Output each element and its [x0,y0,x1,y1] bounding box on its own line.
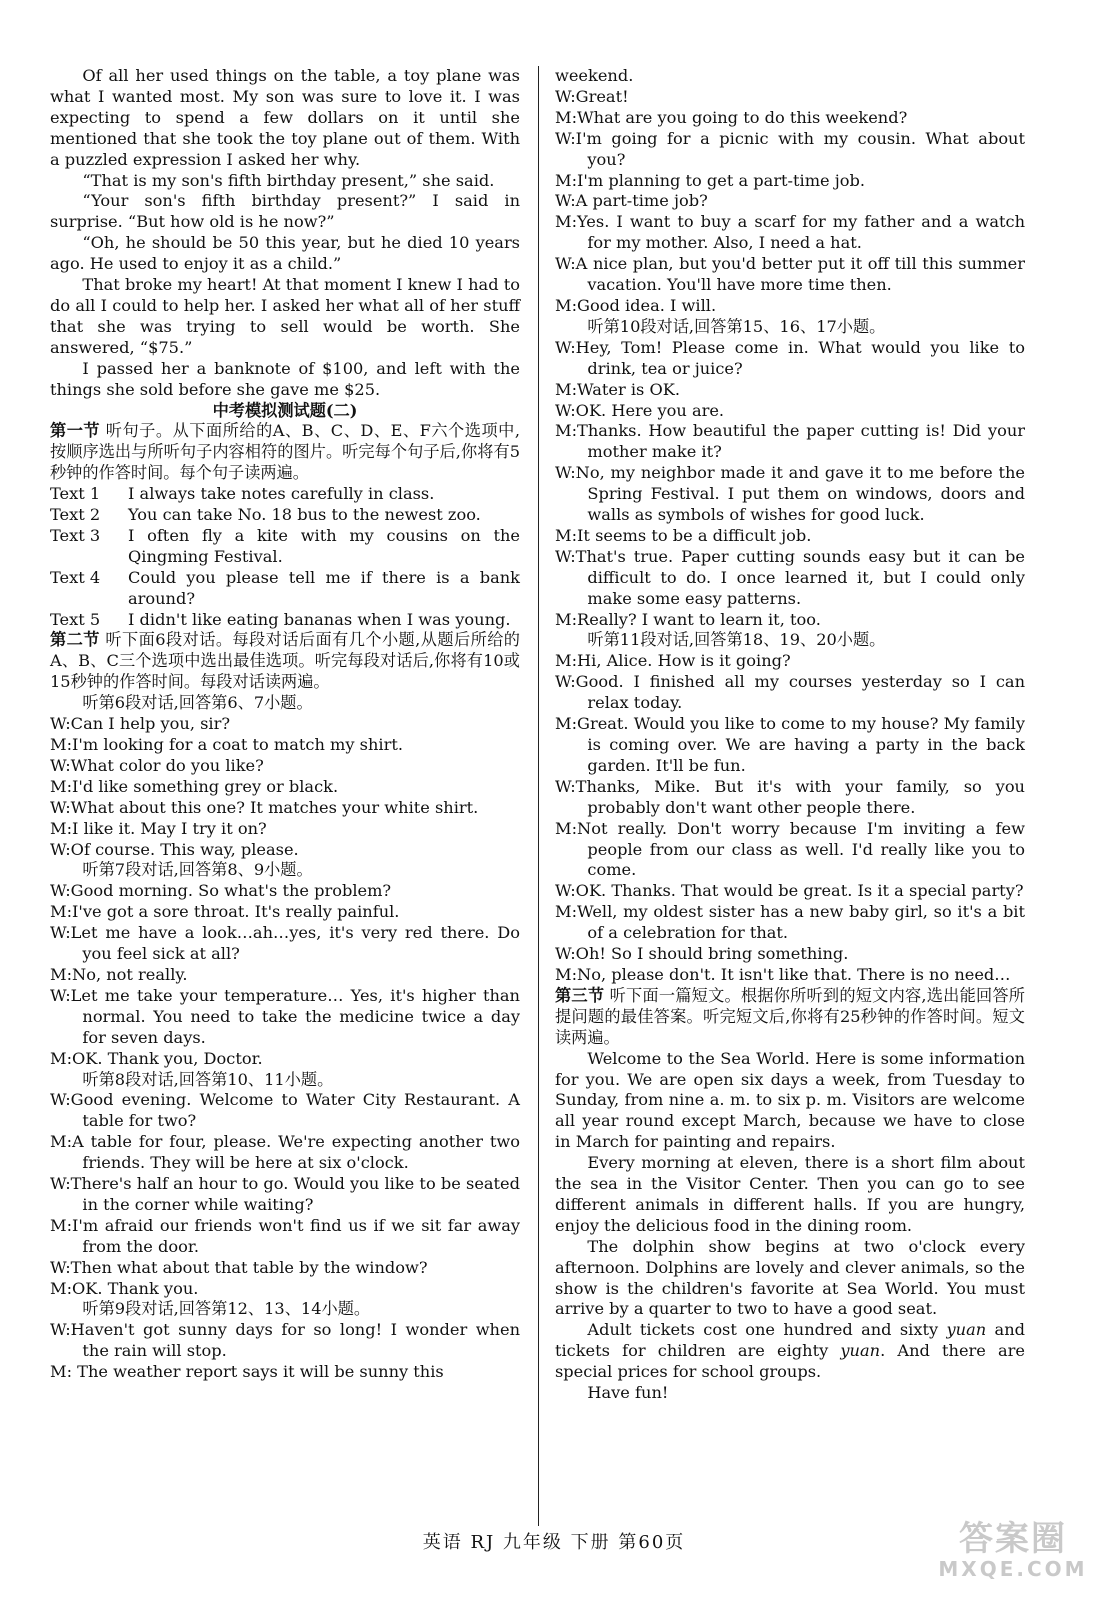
dialogue-line: W:OK. Here you are. [555,400,725,420]
dialogue-line: W:Then what about that table by the window? [50,1257,428,1277]
paragraph-fragment: yuan [840,1341,881,1361]
column-divider [538,66,539,1526]
dialogue-line: W:A nice plan, but you'd better put it off till this summer vacation. You'll have more time then. [555,254,1025,295]
dialogue-line: M:Yes. I want to buy a scarf for my father and a watch for my mother. Also, I need a hat. [555,212,1025,253]
dialogue-heading: 听第7段对话,回答第8、9小题。 [82,860,313,880]
paragraph: “That is my son's fifth birthday present,” she said. [82,170,495,190]
paragraph: Of all her used things on the table, a toy plane was what I wanted most. My son was sure to love it. I was expecting to spend a few dollars on it until she mentioned that she took the toy plane out of them. With a puzzled expression I asked her why. [50,66,520,169]
page-footer: 英语 RJ 九年级 下册 第60页 [422,1532,686,1553]
dialogue-heading: 听第11段对话,回答第18、19、20小题。 [587,630,886,650]
dialogue-line: W:No, my neighbor made it and gave it to me before the Spring Festival. I put them on windows, doors and walls as symbols of wishes for good luck. [555,463,1025,525]
dialogue-line: W:Of course. This way, please. [50,839,299,859]
text-number: Text 2 [50,505,101,525]
dialogue-line: W:What about this one? It matches your white shirt. [50,797,479,817]
dialogue-line: M:I like it. May I try it on? [50,818,267,838]
dialogue-line: M:No, please don't. It isn't like that. There is no need… [555,964,1011,984]
text-sentence: I always take notes carefully in class. [128,484,435,504]
text-number: Text 3 [50,525,101,545]
paragraph: “Oh, he should be 50 this year, but he died 10 years ago. He used to enjoy it as a child.” [50,233,520,274]
watermark-logo [938,1520,1088,1586]
text-sentence: I often fly a kite with my cousins on the Qingming Festival. [128,525,520,566]
dialogue-line: W:Hey, Tom! Please come in. What would you like to drink, tea or juice? [555,337,1025,378]
paragraph: Every morning at eleven, there is a short film about the sea in the Visitor Center. Then you can go to see different animals in different halls. If you are hungry, enjoy the delicious food in the dining room. [555,1153,1025,1235]
dialogue-line: W:A part-time job? [555,191,708,211]
text-number: Text 5 [50,609,101,629]
dialogue-line: M:I'd like something grey or black. [50,776,339,796]
dialogue-heading: 听第8段对话,回答第10、11小题。 [82,1069,334,1089]
text-sentence: I didn't like eating bananas when I was young. [128,609,511,629]
dialogue-line: M:Really? I want to learn it, too. [555,609,821,629]
paragraph-fragment: Adult tickets cost one hundred and sixty [587,1320,947,1340]
section-instruction [555,986,1025,1049]
dialogue-line: W:Let me take your temperature… Yes, it's higher than normal. You need to take the medicine twice a day for seven days. [50,985,520,1047]
dialogue-line: M:No, not really. [50,964,188,984]
section-instruction [50,421,520,484]
dialogue-line: M:OK. Thank you. [50,1278,199,1298]
dialogue-line: M:Well, my oldest sister has a new baby girl, so it's a bit of a celebration for that. [555,902,1025,943]
watermark-line1: 答案圈 [959,1519,1067,1559]
paragraph: “Your son's fifth birthday present?” I said in surprise. “But how old is he now?” [50,191,520,232]
dialogue-line: M:Hi, Alice. How is it going? [555,651,791,671]
paragraph: I passed her a banknote of $100, and left with the things she sold before she gave me $25. [50,358,520,399]
dialogue-line: W:What color do you like? [50,755,264,775]
dialogue-line: M:What are you going to do this weekend? [555,107,908,127]
dialogue-line: M:It seems to be a difficult job. [555,525,812,545]
section-text: 听下面6段对话。每段对话后面有几个小题,从题后所给的A、B、C三个选项中选出最佳选项。听完每段对话后,你将有10或15秒钟的作答时间。每段对话读两遍。 [50,630,520,692]
listening-text-item [50,568,520,610]
section-text: 听下面一篇短文。根据你所听到的短文内容,选出能回答所提问题的最佳答案。听完短文后,你将有25秒钟的作答时间。短文读两遍。 [555,985,1025,1047]
test-title: 中考模拟测试题(二) [212,400,358,420]
dialogue-line: M:I'm looking for a coat to match my shirt. [50,735,403,754]
dialogue-line: W:Haven't got sunny days for so long! I wonder when the rain will stop. [50,1320,520,1361]
right-column [555,66,1025,1404]
listening-text-item [50,526,520,568]
text-sentence: You can take No. 18 bus to the newest zoo. [128,505,481,525]
dialogue-line: W:That's true. Paper cutting sounds easy but it can be difficult to do. I once learned it, but I could only make some easy patterns. [555,546,1025,608]
listening-text-item [50,484,520,505]
text-sentence: Could you please tell me if there is a bank around? [128,567,520,608]
dialogue-heading: 听第10段对话,回答第15、16、17小题。 [587,316,886,336]
dialogue-line: W:Can I help you, sir? [50,714,231,734]
text-number: Text 1 [50,484,101,504]
section-text: 听句子。从下面所给的A、B、C、D、E、F六个选项中,按顺序选出与所听句子内容相符的图片。听完每个句子后,你将有5秒钟的作答时间。每个句子读两遍。 [50,421,520,483]
dialogue-line: M:Great. Would you like to come to my house? My family is coming over. We are having a party in the back garden. It'll be fun. [555,714,1025,775]
dialogue-line: W:I'm going for a picnic with my cousin. What about you? [555,128,1025,169]
paragraph: Welcome to the Sea World. Here is some information for you. We are open six days a week, from Tuesday to Sunday, from nine a. m. to six p. m. Visitors are welcome all year round except March, because we have to close in March for painting and repairs. [555,1048,1025,1152]
dialogue-line: M:Not really. Don't worry because I'm inviting a few people from our class as well. I'd really like you to come. [555,818,1025,880]
paragraph: The dolphin show begins at two o'clock every afternoon. Dolphins are lovely and clever animals, so the show is the children's favorite at Sea World. You must arrive by a quarter to two to have a good seat. [555,1236,1025,1319]
dialogue-line: W:Thanks, Mike. But it's with your family, so you probably don't want other people there. [555,776,1025,817]
paragraph [555,1320,1025,1383]
listening-text-item [50,505,520,526]
paragraph: That broke my heart! At that moment I knew I had to do all I could to help her. I asked her what all of her stuff that she was trying to sell would be worth. She answered, “$75.” [50,275,520,357]
dialogue-line: W:Good morning. So what's the problem? [50,881,392,901]
section-label: 第一节 [50,421,101,441]
section-instruction [50,630,520,693]
watermark-line2: MXQE.COM [938,1557,1088,1581]
section-label: 第二节 [50,630,100,650]
dialogue-line: M:Thanks. How beautiful the paper cutting is! Did your mother make it? [555,421,1025,462]
dialogue-line: M:A table for four, please. We're expecting another two friends. They will be here at six o'clock. [50,1132,520,1173]
dialogue-line: M:OK. Thank you, Doctor. [50,1048,263,1068]
dialogue-line: W:Good evening. Welcome to Water City Restaurant. A table for two? [50,1090,520,1131]
left-column [50,66,520,1383]
dialogue-line: M: The weather report says it will be sunny this [50,1362,444,1382]
dialogue-line: W:Good. I finished all my courses yesterday so I can relax today. [555,672,1025,713]
paragraph-continuation: weekend. [555,66,634,85]
text-number: Text 4 [50,567,101,587]
dialogue-line: W:Oh! So I should bring something. [555,944,849,964]
paragraph-fragment: and tickets for children are eighty [555,1320,1025,1361]
dialogue-line: M:I'm planning to get a part-time job. [555,170,866,190]
listening-text-item [50,610,520,631]
section-label: 第三节 [555,985,605,1005]
dialogue-line: W:Let me have a look…ah…yes, it's very red there. Do you feel sick at all? [50,923,520,964]
dialogue-line: M:Good idea. I will. [555,295,717,315]
dialogue-heading: 听第9段对话,回答第12、13、14小题。 [82,1299,371,1319]
dialogue-line: M:Water is OK. [555,379,681,399]
dialogue-line: M:I've got a sore throat. It's really painful. [50,902,400,922]
dialogue-line: W:OK. Thanks. That would be great. Is it a special party? [555,881,1024,901]
paragraph: Have fun! [587,1383,669,1403]
paragraph-fragment: yuan [946,1320,987,1340]
dialogue-line: M:I'm afraid our friends won't find us if we sit far away from the door. [50,1215,520,1256]
paragraph-fragment: . And there are special prices for school groups. [555,1341,1025,1382]
dialogue-line: W:Great! [555,86,629,106]
dialogue-line: W:There's half an hour to go. Would you like to be seated in the corner while waiting? [50,1174,520,1214]
dialogue-heading: 听第6段对话,回答第6、7小题。 [82,693,313,713]
